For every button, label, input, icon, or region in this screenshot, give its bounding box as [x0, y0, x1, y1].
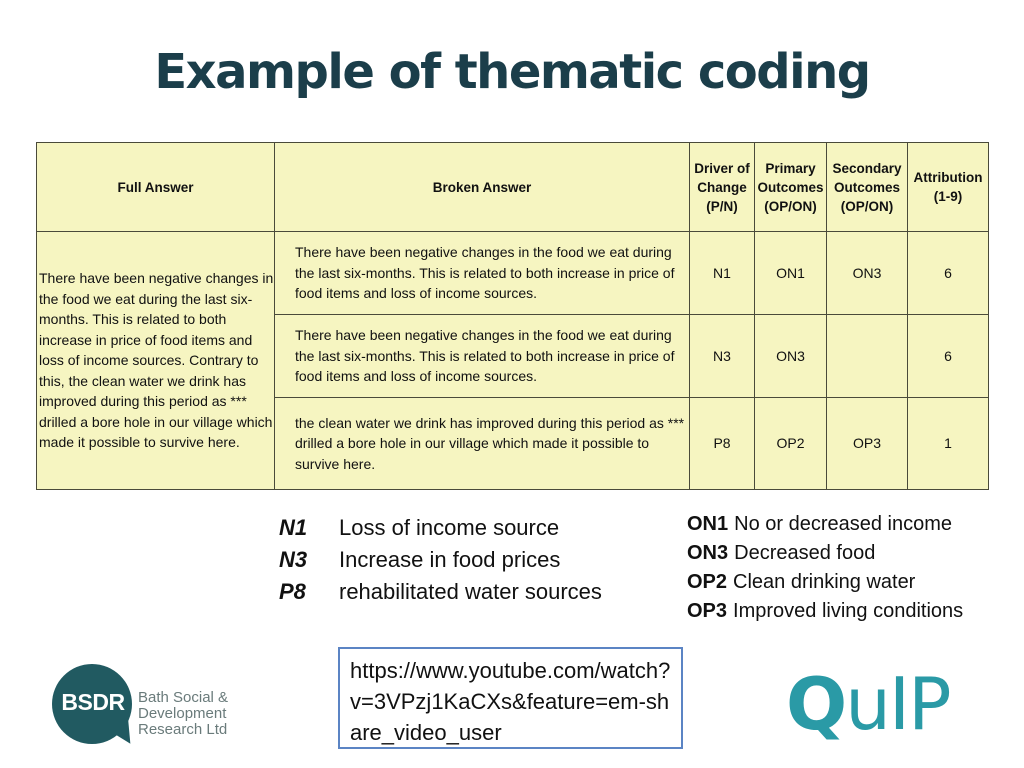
outcomes-legend: [687, 510, 963, 626]
quip-logo: [786, 662, 950, 746]
legend-item: [279, 512, 602, 544]
quip-rest-letters: uIP: [845, 662, 950, 746]
primary-outcome-cell: OP2: [755, 398, 827, 490]
secondary-outcome-cell: [827, 315, 908, 398]
legend-item: [687, 510, 963, 539]
header-attribution: Attribution (1-9): [908, 143, 989, 232]
legend-code: OP2: [687, 571, 728, 593]
drivers-legend: [279, 512, 602, 608]
legend-code: ON1: [687, 513, 729, 535]
legend-label: No or decreased income: [734, 513, 953, 535]
header-primary-outcomes: Primary Outcomes (OP/ON): [755, 143, 827, 232]
quip-q-letter: Q: [786, 662, 846, 746]
thematic-coding-table: [36, 142, 989, 490]
legend-item: [687, 597, 963, 626]
legend-label: Increase in food prices: [339, 547, 561, 572]
driver-cell: P8: [690, 398, 755, 490]
legend-label: Loss of income source: [339, 515, 560, 540]
legend-item: [279, 544, 602, 576]
legend-item: [687, 568, 963, 597]
full-answer-cell: There have been negative changes in the food we eat during the last six-months. This is related to both increase in price of food items and loss of income sources. Contrary to this, the clean water we drink has improved during this period as *** drilled a bore hole in our village which made it possible to survive here.: [37, 232, 275, 490]
primary-outcome-cell: ON1: [755, 232, 827, 315]
legend-code: OP3: [687, 600, 728, 622]
legend-code: ON3: [687, 542, 729, 564]
driver-cell: N1: [690, 232, 755, 315]
driver-cell: N3: [690, 315, 755, 398]
attribution-cell: 6: [908, 315, 989, 398]
secondary-outcome-cell: ON3: [827, 232, 908, 315]
bsdr-full-name: Bath Social & Development Research Ltd: [138, 689, 229, 738]
legend-label: Clean drinking water: [733, 571, 916, 593]
header-broken-answer: Broken Answer: [275, 143, 690, 232]
video-link-box[interactable]: https://www.youtube.com/watch?v=3VPzj1KaCXs&feature=em-share_video_user: [338, 647, 683, 749]
legend-label: Decreased food: [734, 542, 876, 564]
legend-label: rehabilitated water sources: [339, 579, 602, 604]
legend-code: P8: [279, 579, 306, 604]
legend-code: N1: [279, 515, 308, 540]
slide-title: Example of thematic coding: [154, 44, 870, 100]
header-full-answer: Full Answer: [37, 143, 275, 232]
header-driver-of-change: Driver of Change (P/N): [690, 143, 755, 232]
secondary-outcome-cell: OP3: [827, 398, 908, 490]
table-row: [37, 232, 989, 315]
legend-item: [687, 539, 963, 568]
broken-answer-cell: There have been negative changes in the food we eat during the last six-months. This is related to both increase in price of food items and loss of income sources.: [275, 232, 690, 315]
primary-outcome-cell: ON3: [755, 315, 827, 398]
legend-item: [279, 576, 602, 608]
table-header-row: [37, 143, 989, 232]
legend-code: N3: [279, 547, 308, 572]
legend-label: Improved living conditions: [733, 600, 964, 622]
bsdr-abbreviation: BSDR: [61, 689, 125, 715]
attribution-cell: 1: [908, 398, 989, 490]
header-secondary-outcomes: Secondary Outcomes (OP/ON): [827, 143, 908, 232]
attribution-cell: 6: [908, 232, 989, 315]
broken-answer-cell: the clean water we drink has improved during this period as *** drilled a bore hole in our village which made it possible to survive here.: [275, 398, 690, 490]
broken-answer-cell: There have been negative changes in the food we eat during the last six-months. This is related to both increase in price of food items and loss of income sources.: [275, 315, 690, 398]
